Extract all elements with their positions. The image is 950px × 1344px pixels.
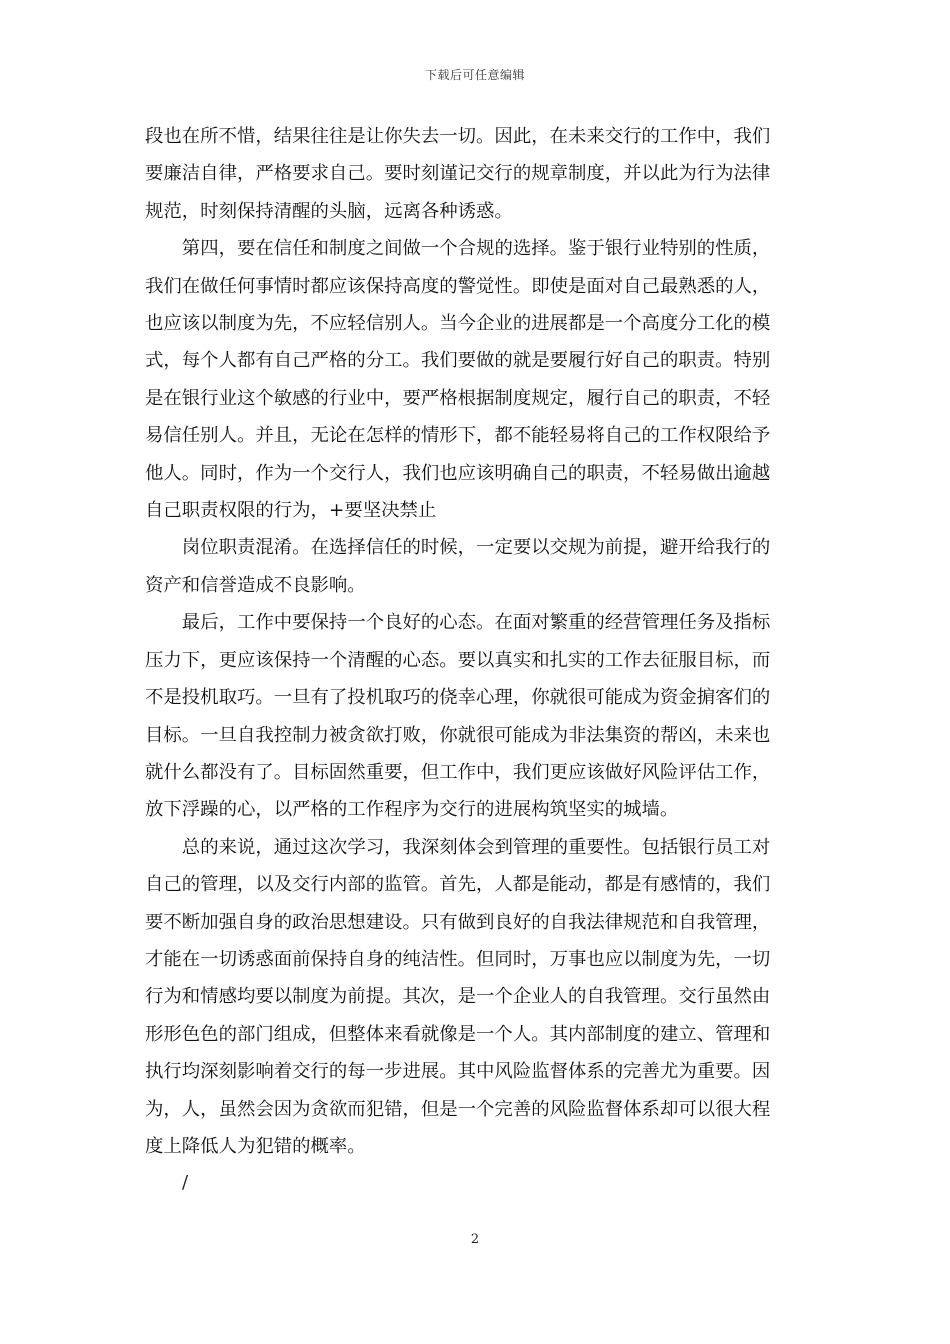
paragraph-line: 资产和信誉造成不良影响。	[145, 574, 366, 596]
paragraph-line: 易信任别人。并且，无论在怎样的情形下，都不能轻易将自己的工作权限给予	[145, 425, 771, 447]
paragraph-line: 为，人，虽然会因为贪欲而犯错，但是一个完善的风险监督体系却可以很大程	[145, 1098, 771, 1120]
stray-slash-mark: /	[182, 1172, 189, 1193]
paragraph-4	[145, 604, 807, 828]
paragraph-line: 就什么都没有了。目标固然重要，但工作中，我们更应该做好风险评估工作，	[145, 761, 771, 783]
paragraph-line: 总的来说，通过这次学习，我深刻体会到管理的重要性。包括银行员工对	[181, 836, 771, 858]
paragraph-line: 自己的管理，以及交行内部的监管。首先，人都是能动，都是有感情的，我们	[145, 874, 771, 896]
paragraph-line: 不是投机取巧。一旦有了投机取巧的侥幸心理，你就很可能成为资金掮客们的	[145, 687, 771, 709]
paragraph-line: 式，每个人都有自己严格的分工。我们要做的就是要履行好自己的职责。特别	[145, 350, 771, 372]
paragraph-line: 要廉洁自律，严格要求自己。要时刻谨记交行的规章制度，并以此为行为法律	[145, 163, 771, 185]
paragraph-2	[145, 230, 807, 529]
paragraph-line: 要不断加强自身的政治思想建设。只有做到良好的自我法律规范和自我管理，	[145, 911, 771, 933]
paragraph-line: 才能在一切诱惑面前保持自身的纯洁性。但同时，万事也应以制度为先，一切	[145, 948, 771, 970]
paragraph-line: 度上降低人为犯错的概率。	[145, 1135, 366, 1157]
paragraph-line: 压力下，更应该保持一个清醒的心态。要以真实和扎实的工作去征服目标，而	[145, 649, 771, 671]
paragraph-line: 也应该以制度为先，不应轻信别人。当今企业的进展都是一个高度分工化的模	[145, 313, 771, 335]
page-header: 下载后可任意编辑	[424, 68, 525, 82]
paragraph-line: 规范，时刻保持清醒的头脑，远离各种诱惑。	[145, 200, 513, 222]
paragraph-line: 段也在所不惜，结果往往是让你失去一切。因此，在未来交行的工作中，我们	[145, 126, 771, 147]
paragraph-line: 岗位职责混淆。在选择信任的时候，一定要以交规为前提，避开给我行的	[181, 537, 771, 559]
paragraph-line: 是在银行业这个敏感的行业中，要严格根据制度规定，履行自己的职责，不轻	[145, 387, 771, 409]
paragraph-line: 执行均深刻影响着交行的每一步进展。其中风险监督体系的完善尤为重要。因	[145, 1061, 771, 1083]
paragraph-line: 自己职责权限的行为，+要坚决禁止	[145, 500, 437, 522]
page-number: 2	[470, 1232, 480, 1247]
paragraph-1	[145, 118, 807, 230]
paragraph-5	[145, 829, 807, 1166]
paragraph-line: 最后，工作中要保持一个良好的心态。在面对繁重的经营管理任务及指标	[181, 612, 771, 634]
paragraph-line: 形形色色的部门组成，但整体来看就像是一个人。其内部制度的建立、管理和	[145, 1023, 771, 1045]
document-body	[145, 118, 807, 1165]
paragraph-line: 行为和情感均要以制度为前提。其次，是一个企业人的自我管理。交行虽然由	[145, 986, 771, 1008]
paragraph-line: 第四，要在信任和制度之间做一个合规的选择。鉴于银行业特别的性质，	[181, 238, 771, 260]
paragraph-line: 他人。同时，作为一个交行人，我们也应该明确自己的职责，不轻易做出逾越	[145, 462, 771, 484]
paragraph-line: 我们在做任何事情时都应该保持高度的警觉性。即使是面对自己最熟悉的人，	[145, 275, 771, 297]
paragraph-3	[145, 529, 807, 604]
paragraph-line: 目标。一旦自我控制力被贪欲打败，你就很可能成为非法集资的帮凶，未来也	[145, 724, 771, 746]
paragraph-line: 放下浮躁的心，以严格的工作程序为交行的进展构筑坚实的城墙。	[145, 799, 679, 821]
